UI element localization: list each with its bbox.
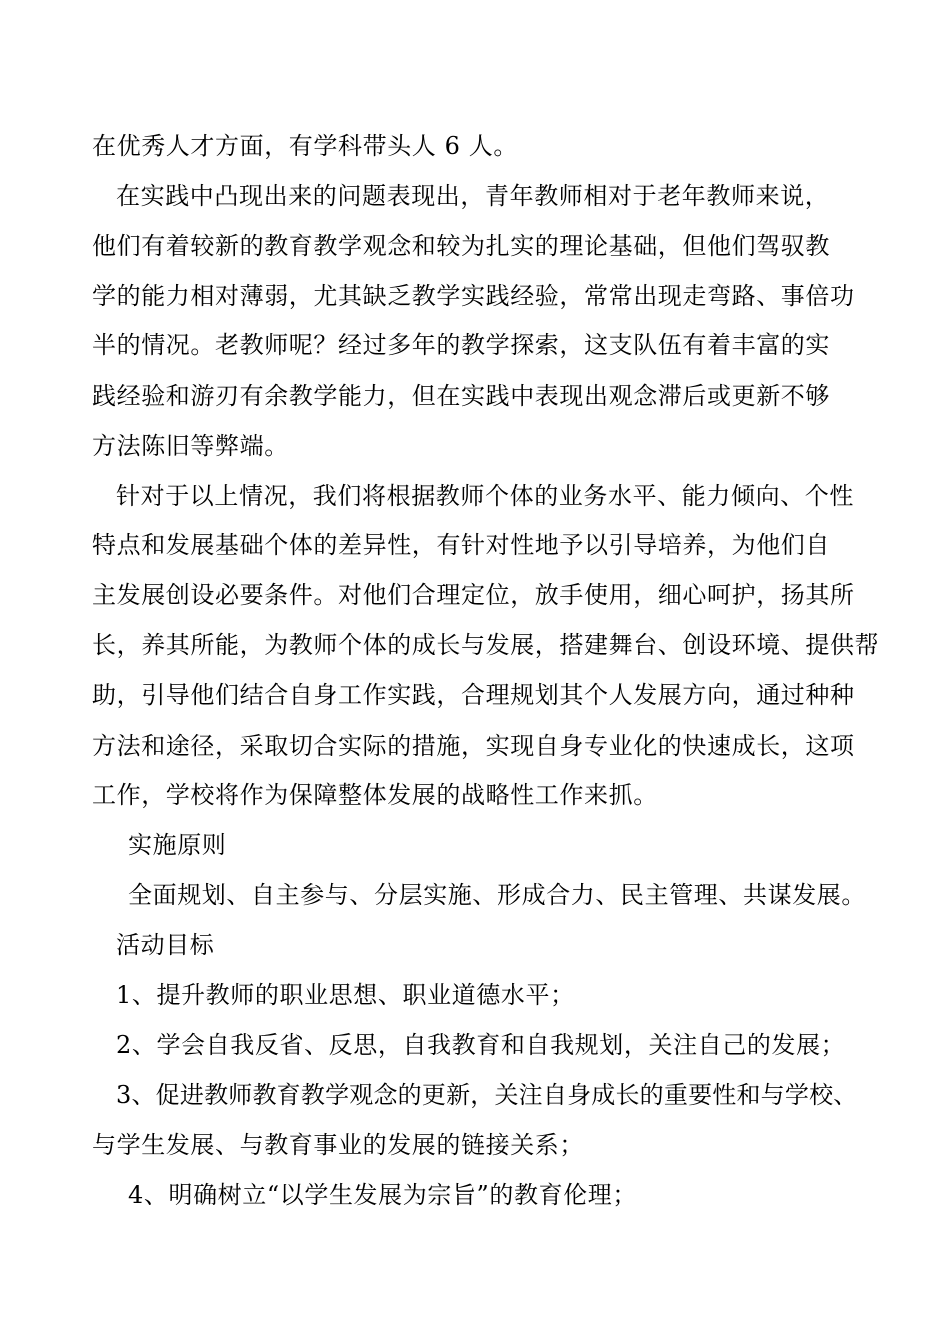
- section-heading: 活动目标: [116, 931, 215, 959]
- list-item: 4、明确树立“以学生发展为宗旨”的教育伦理；: [128, 1181, 638, 1209]
- text-line: 长，养其所能，为教师个体的成长与发展，搭建舞台、创设环境、提供帮: [92, 631, 880, 659]
- text-line: 与学生发展、与教育事业的发展的链接关系；: [92, 1131, 584, 1159]
- list-item: 1、提升教师的职业思想、职业道德水平；: [116, 981, 575, 1009]
- text-line: 半的情况。老教师呢？经过多年的教学探索，这支队伍有着丰富的实: [92, 331, 830, 359]
- text-line: 工作，学校将作为保障整体发展的战略性工作来抓。: [92, 781, 658, 809]
- text-line: 他们有着较新的教育教学观念和较为扎实的理论基础，但他们驾驭教: [92, 232, 830, 260]
- text-line: 践经验和游刃有余教学能力，但在实践中表现出观念滞后或更新不够: [92, 382, 830, 410]
- text-line: 特点和发展基础个体的差异性，有针对性地予以引导培养，为他们自: [92, 531, 830, 559]
- text-line: 在实践中凸现出来的问题表现出，青年教师相对于老年教师来说，: [116, 182, 830, 210]
- text-line: 学的能力相对薄弱，尤其缺乏教学实践经验，常常出现走弯路、事倍功: [92, 282, 855, 310]
- text-line: 助，引导他们结合自身工作实践，合理规划其个人发展方向，通过种种: [92, 681, 855, 709]
- text-line: 针对于以上情况，我们将根据教师个体的业务水平、能力倾向、个性: [116, 482, 854, 510]
- list-item: 2、学会自我反省、反思，自我教育和自我规划，关注自己的发展；: [116, 1031, 846, 1059]
- text-line: 全面规划、自主参与、分层实施、形成合力、民主管理、共谋发展。: [128, 881, 866, 909]
- section-heading: 实施原则: [128, 831, 227, 859]
- text-line: 主发展创设必要条件。对他们合理定位，放手使用，细心呵护，扬其所: [92, 581, 855, 609]
- text-line: 在优秀人才方面，有学科带头人 6 人。: [92, 132, 518, 160]
- list-item: 3、促进教师教育教学观念的更新，关注自身成长的重要性和与学校、: [116, 1081, 858, 1109]
- text-line: 方法陈旧等弊端。: [92, 432, 289, 460]
- text-line: 方法和途径，采取切合实际的措施，实现自身专业化的快速成长，这项: [92, 732, 855, 760]
